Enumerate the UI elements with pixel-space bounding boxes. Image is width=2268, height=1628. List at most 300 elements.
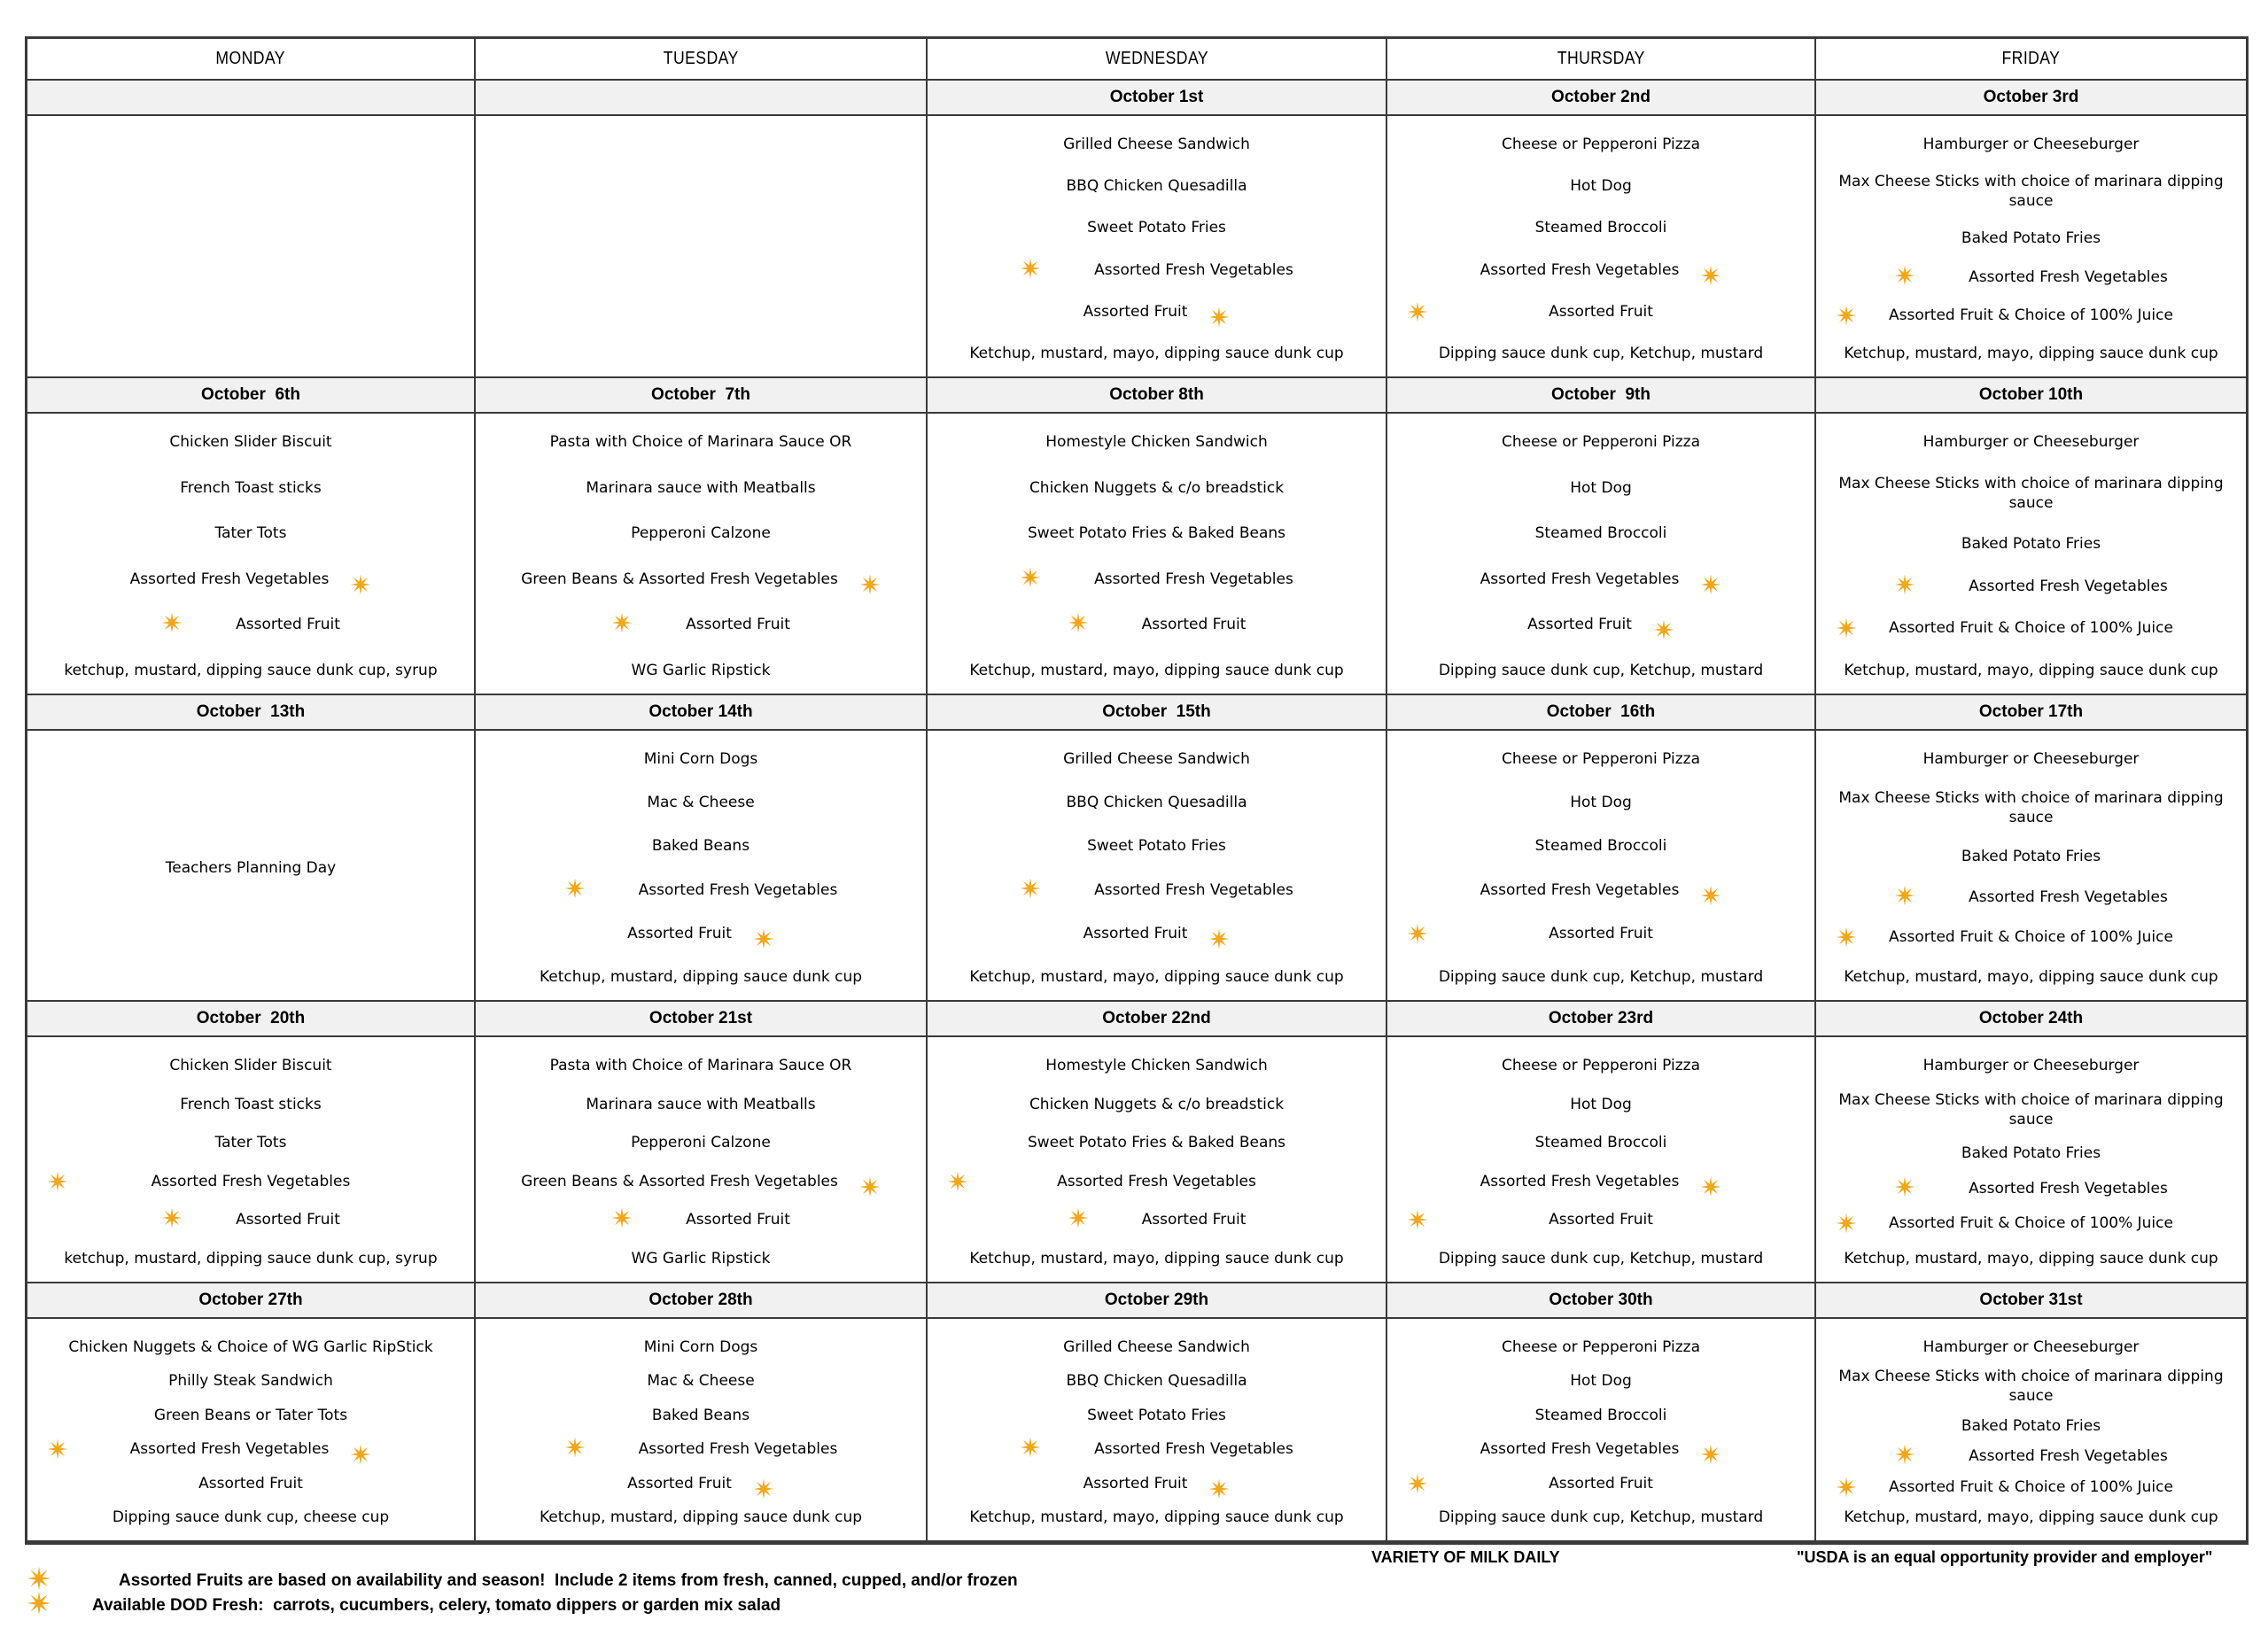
menu-item-text: Hamburger or Cheeseburger bbox=[1922, 1056, 2140, 1074]
day-header-label: MONDAY bbox=[215, 49, 286, 68]
menu-item-text: Sweet Potato Fries bbox=[1087, 1406, 1226, 1424]
menu-item-text: Homestyle Chicken Sandwich bbox=[1045, 432, 1268, 451]
menu-cell bbox=[1816, 731, 2246, 1002]
menu-item-text: Ketchup, mustard, mayo, dipping sauce dunk cup bbox=[1844, 344, 2218, 362]
menu-item bbox=[1394, 1132, 1807, 1153]
sunburst-icon bbox=[1836, 305, 1857, 326]
menu-item bbox=[1823, 576, 2239, 597]
sunburst-icon bbox=[1208, 306, 1230, 328]
menu-item-text: Baked Beans bbox=[651, 837, 750, 856]
menu-item bbox=[1394, 343, 1807, 364]
menu-cell bbox=[27, 731, 476, 1002]
menu-item-text: Grilled Cheese Sandwich bbox=[1063, 1337, 1250, 1356]
menu-item-text: Dipping sauce dunk cup, Ketchup, mustard bbox=[1438, 1249, 1764, 1268]
menu-item-text: Chicken Slider Biscuit bbox=[169, 432, 332, 451]
menu-item-text: Baked Potato Fries bbox=[1961, 1144, 2101, 1163]
menu-item-text: ketchup, mustard, dipping sauce dunk cup, syrup bbox=[64, 661, 438, 679]
menu-item bbox=[35, 1337, 467, 1358]
menu-item bbox=[1823, 1178, 2239, 1199]
menu-item-text: Assorted Fresh Vegetables bbox=[1480, 1172, 1680, 1190]
menu-item bbox=[483, 1473, 919, 1494]
menu-item bbox=[1823, 172, 2239, 211]
date-label: October 7th bbox=[651, 385, 750, 404]
menu-item bbox=[1394, 660, 1807, 681]
menu-item-text: Steamed Broccoli bbox=[1534, 524, 1667, 543]
menu-cell bbox=[928, 731, 1387, 1002]
menu-item bbox=[935, 1094, 1379, 1115]
menu-item-text: Chicken Slider Biscuit bbox=[169, 1056, 332, 1074]
menu-item-text: Assorted Fresh Vegetables bbox=[1480, 260, 1680, 279]
sunburst-icon bbox=[1020, 567, 1041, 588]
menu-item-text: Philly Steak Sandwich bbox=[168, 1372, 333, 1391]
date-cell bbox=[928, 1283, 1387, 1319]
menu-item bbox=[935, 1055, 1379, 1076]
menu-item-text: WG Garlic Ripstick bbox=[631, 661, 771, 679]
menu-item-text: Baked Potato Fries bbox=[1961, 1416, 2101, 1435]
menu-item-text: Hamburger or Cheeseburger bbox=[1922, 749, 2140, 768]
menu-item bbox=[935, 1370, 1379, 1392]
menu-item-text: Dipping sauce dunk cup, Ketchup, mustard bbox=[1438, 967, 1764, 986]
menu-item bbox=[483, 748, 919, 770]
menu-item-text: Ketchup, mustard, mayo, dipping sauce dunk cup bbox=[969, 661, 1344, 679]
menu-item bbox=[1823, 431, 2239, 453]
menu-item bbox=[935, 660, 1379, 681]
menu-item-text: Max Cheese Sticks with choice of marinara dipping sauce bbox=[1838, 1368, 2224, 1406]
menu-cell bbox=[1387, 1319, 1816, 1542]
sunburst-icon bbox=[1208, 928, 1230, 950]
menu-item bbox=[1394, 569, 1807, 590]
menu-item bbox=[1394, 748, 1807, 770]
menu-item bbox=[1823, 305, 2239, 326]
date-cell bbox=[928, 695, 1387, 731]
menu-item bbox=[1823, 1415, 2239, 1437]
menu-item bbox=[483, 835, 919, 857]
menu-item bbox=[1394, 1507, 1807, 1528]
menu-item bbox=[1823, 847, 2239, 868]
menu-item-text: Assorted Fresh Vegetables bbox=[1969, 1447, 2168, 1466]
menu-item bbox=[1394, 614, 1807, 635]
menu-item bbox=[35, 1473, 467, 1494]
menu-cell bbox=[27, 1319, 476, 1542]
menu-item bbox=[483, 431, 919, 453]
sunburst-icon bbox=[27, 1566, 51, 1591]
day-header-tuesday bbox=[476, 39, 928, 81]
menu-item bbox=[35, 1171, 467, 1192]
menu-item bbox=[935, 477, 1379, 499]
sunburst-icon bbox=[1020, 1437, 1041, 1458]
menu-cell bbox=[476, 116, 928, 378]
sunburst-icon bbox=[350, 574, 371, 595]
menu-item bbox=[483, 880, 919, 901]
menu-item-text: Dipping sauce dunk cup, cheese cup bbox=[112, 1508, 390, 1526]
menu-item bbox=[1823, 134, 2239, 155]
menu-item bbox=[483, 1370, 919, 1392]
menu-item bbox=[1394, 1370, 1807, 1392]
menu-item bbox=[1394, 1171, 1807, 1192]
menu-item-text: Mac & Cheese bbox=[647, 794, 755, 812]
sunburst-icon bbox=[1068, 1207, 1089, 1229]
menu-item-text: Assorted Fresh Vegetables bbox=[129, 570, 330, 588]
menu-item bbox=[1394, 880, 1807, 901]
menu-item-text: Assorted Fresh Vegetables bbox=[638, 1440, 838, 1459]
date-cell bbox=[27, 1283, 476, 1319]
usda-note: "USDA is an equal opportunity provider and employer" bbox=[1797, 1548, 2213, 1566]
menu-item-text: Tater Tots bbox=[214, 1134, 287, 1152]
menu-item-text: Dipping sauce dunk cup, Ketchup, mustard bbox=[1438, 1508, 1764, 1526]
menu-item bbox=[483, 1337, 919, 1358]
menu-item bbox=[483, 1209, 919, 1230]
menu-item-text: Assorted Fresh Vegetables bbox=[1969, 267, 2168, 286]
menu-item bbox=[1394, 1248, 1807, 1269]
sunburst-icon bbox=[1068, 612, 1089, 633]
sunburst-icon bbox=[47, 1438, 68, 1460]
menu-item bbox=[1823, 1477, 2239, 1498]
sunburst-icon bbox=[161, 612, 183, 633]
menu-item-text: Chicken Nuggets & Choice of WG Garlic RipStick bbox=[68, 1337, 433, 1356]
menu-item bbox=[35, 1132, 467, 1153]
menu-item-text: Hamburger or Cheeseburger bbox=[1922, 135, 2140, 153]
menu-item bbox=[1394, 1438, 1807, 1460]
menu-cell bbox=[928, 1319, 1387, 1542]
sunburst-icon bbox=[1407, 923, 1428, 944]
menu-item bbox=[483, 1248, 919, 1269]
menu-cell bbox=[27, 116, 476, 378]
milk-note: VARIETY OF MILK DAILY bbox=[1371, 1548, 1560, 1566]
menu-item bbox=[935, 260, 1379, 281]
menu-item bbox=[1823, 1507, 2239, 1528]
menu-item bbox=[935, 1405, 1379, 1426]
date-cell bbox=[476, 81, 928, 116]
menu-item-text: French Toast sticks bbox=[180, 1095, 322, 1113]
menu-item bbox=[1394, 1337, 1807, 1358]
menu-item-text: Hamburger or Cheeseburger bbox=[1922, 1337, 2140, 1356]
sunburst-icon bbox=[27, 1591, 51, 1616]
menu-item-text: Tater Tots bbox=[214, 524, 287, 543]
sunburst-icon bbox=[1894, 885, 1915, 906]
date-cell bbox=[1387, 81, 1816, 116]
menu-item-text: Hot Dog bbox=[1570, 177, 1632, 196]
menu-item-text: Assorted Fruit bbox=[1083, 1474, 1188, 1492]
menu-item bbox=[1823, 1055, 2239, 1076]
menu-item-text: Max Cheese Sticks with choice of marinara dipping sauce bbox=[1838, 173, 2224, 211]
date-label: October 20th bbox=[196, 1009, 306, 1027]
date-label: October 6th bbox=[201, 385, 300, 404]
menu-item bbox=[1823, 267, 2239, 288]
menu-item bbox=[483, 1507, 919, 1528]
menu-item-text: Steamed Broccoli bbox=[1534, 1406, 1667, 1424]
menu-cell bbox=[476, 731, 928, 1002]
menu-item bbox=[35, 523, 467, 544]
menu-item bbox=[935, 1438, 1379, 1460]
menu-item-text: Assorted Fruit & Choice of 100% Juice bbox=[1889, 1214, 2173, 1233]
legend-line-dod-fresh bbox=[27, 1591, 781, 1621]
menu-cell bbox=[1387, 731, 1816, 1002]
menu-item bbox=[1823, 533, 2239, 554]
menu-item bbox=[1394, 1055, 1807, 1076]
menu-item-text: Marinara sauce with Meatballs bbox=[586, 1095, 816, 1113]
menu-item-text: Ketchup, mustard, mayo, dipping sauce dunk cup bbox=[1844, 1249, 2218, 1268]
menu-item bbox=[1823, 1143, 2239, 1164]
sunburst-icon bbox=[859, 1176, 881, 1198]
menu-item bbox=[483, 792, 919, 813]
menu-item-text: Ketchup, mustard, mayo, dipping sauce dunk cup bbox=[969, 1249, 1344, 1268]
sunburst-icon bbox=[611, 612, 633, 633]
menu-item-text: Baked Potato Fries bbox=[1961, 229, 2101, 248]
menu-item-text: Baked Beans bbox=[651, 1406, 750, 1424]
menu-item bbox=[35, 1055, 467, 1076]
menu-item bbox=[1823, 788, 2239, 827]
menu-item-text: Assorted Fresh Vegetables bbox=[151, 1172, 351, 1190]
menu-item-text: Assorted Fresh Vegetables bbox=[1969, 1179, 2168, 1198]
menu-item-text: Sweet Potato Fries bbox=[1087, 219, 1226, 237]
menu-item bbox=[935, 1473, 1379, 1494]
date-label: October 8th bbox=[1109, 385, 1204, 404]
date-label: October 21st bbox=[649, 1009, 753, 1027]
menu-cell bbox=[928, 1037, 1387, 1283]
menu-item-text: Green Beans & Assorted Fresh Vegetables bbox=[521, 570, 838, 588]
sunburst-icon bbox=[753, 928, 774, 950]
menu-item bbox=[1823, 617, 2239, 639]
menu-item-text: Hot Dog bbox=[1570, 794, 1632, 812]
menu-item-text: BBQ Chicken Quesadilla bbox=[1066, 177, 1247, 196]
menu-item bbox=[483, 614, 919, 635]
menu-cell bbox=[1387, 116, 1816, 378]
menu-cell bbox=[476, 1319, 928, 1542]
menu-item-text: Max Cheese Sticks with choice of marinara dipping sauce bbox=[1838, 789, 2224, 827]
date-label: October 3rd bbox=[1983, 88, 2079, 106]
menu-item-text: Assorted Fruit bbox=[236, 1211, 340, 1229]
sunburst-icon bbox=[564, 878, 586, 899]
sunburst-icon bbox=[1700, 1444, 1721, 1465]
menu-cell bbox=[1816, 414, 2246, 695]
menu-item-text: WG Garlic Ripstick bbox=[631, 1249, 771, 1268]
menu-item bbox=[935, 1209, 1379, 1230]
menu-item-text: Cheese or Pepperoni Pizza bbox=[1501, 135, 1700, 153]
menu-cell bbox=[1816, 1037, 2246, 1283]
sunburst-icon bbox=[1020, 878, 1041, 899]
menu-item-text: Baked Potato Fries bbox=[1961, 848, 2101, 866]
date-label: October 28th bbox=[649, 1291, 753, 1309]
menu-item-text: BBQ Chicken Quesadilla bbox=[1066, 794, 1247, 812]
menu-item bbox=[35, 857, 467, 879]
menu-item bbox=[1394, 431, 1807, 453]
menu-item-text: Grilled Cheese Sandwich bbox=[1063, 135, 1250, 153]
menu-item-text: Assorted Fruit bbox=[198, 1474, 303, 1492]
menu-item-text: Grilled Cheese Sandwich bbox=[1063, 749, 1250, 768]
menu-item-text: Baked Potato Fries bbox=[1961, 535, 2101, 554]
menu-item bbox=[1823, 1446, 2239, 1467]
menu-item bbox=[483, 569, 919, 590]
menu-item-text: Assorted Fresh Vegetables bbox=[1969, 577, 2168, 595]
menu-cell bbox=[476, 1037, 928, 1283]
menu-item-text: Steamed Broccoli bbox=[1534, 1134, 1667, 1152]
menu-item bbox=[35, 1370, 467, 1392]
menu-item bbox=[935, 792, 1379, 813]
sunburst-icon bbox=[1700, 1176, 1721, 1198]
menu-item-text: Mini Corn Dogs bbox=[643, 749, 758, 768]
menu-item bbox=[935, 1337, 1379, 1358]
menu-item bbox=[1823, 926, 2239, 948]
date-label: October 24th bbox=[1978, 1009, 2084, 1027]
menu-item-text: Teachers Planning Day bbox=[165, 858, 337, 877]
menu-item bbox=[35, 660, 467, 681]
menu-item bbox=[935, 301, 1379, 322]
sunburst-icon bbox=[1700, 265, 1721, 286]
menu-item bbox=[483, 477, 919, 499]
menu-item-text: Assorted Fruit bbox=[1549, 1474, 1653, 1492]
sunburst-icon bbox=[1700, 574, 1721, 595]
day-header-label: FRIDAY bbox=[2001, 49, 2061, 68]
menu-item-text: Assorted Fruit & Choice of 100% Juice bbox=[1889, 619, 2173, 638]
sunburst-icon bbox=[1836, 1477, 1857, 1498]
menu-item bbox=[935, 569, 1379, 590]
day-header-label: WEDNESDAY bbox=[1105, 49, 1208, 68]
menu-item-text: Assorted Fresh Vegetables bbox=[129, 1440, 330, 1459]
legend-star-slot bbox=[27, 1591, 51, 1621]
menu-item bbox=[935, 614, 1379, 635]
menu-item-text: Cheese or Pepperoni Pizza bbox=[1501, 1056, 1700, 1074]
date-cell bbox=[1816, 81, 2246, 116]
date-cell bbox=[1816, 378, 2246, 414]
menu-item-text: French Toast sticks bbox=[180, 478, 322, 497]
menu-item bbox=[1823, 1367, 2239, 1406]
date-label: October 30th bbox=[1549, 1291, 1653, 1309]
date-label: October 31st bbox=[1979, 1291, 2083, 1309]
menu-item bbox=[935, 523, 1379, 544]
menu-item-text: Mac & Cheese bbox=[647, 1372, 755, 1391]
menu-item bbox=[935, 966, 1379, 988]
menu-item bbox=[1823, 966, 2239, 988]
menu-item bbox=[483, 660, 919, 681]
menu-item-text: Dipping sauce dunk cup, Ketchup, mustard bbox=[1438, 661, 1764, 679]
menu-item bbox=[1823, 474, 2239, 513]
menu-item bbox=[35, 1094, 467, 1115]
day-header-wednesday bbox=[928, 39, 1387, 81]
menu-item-text: Sweet Potato Fries & Baked Beans bbox=[1027, 1134, 1286, 1152]
date-cell bbox=[1387, 1002, 1816, 1037]
date-label: October 27th bbox=[198, 1291, 303, 1309]
sunburst-icon bbox=[161, 1207, 183, 1229]
menu-item-text: Assorted Fresh Vegetables bbox=[1969, 888, 2168, 906]
date-cell bbox=[476, 1283, 928, 1319]
menu-item-text: Assorted Fruit & Choice of 100% Juice bbox=[1889, 306, 2173, 324]
date-cell bbox=[476, 378, 928, 414]
sunburst-icon bbox=[1836, 926, 1857, 948]
menu-item-text: Ketchup, mustard, mayo, dipping sauce dunk cup bbox=[969, 344, 1344, 362]
date-cell bbox=[1387, 695, 1816, 731]
day-header-monday bbox=[27, 39, 476, 81]
menu-cell bbox=[928, 116, 1387, 378]
date-label: October 29th bbox=[1104, 1291, 1209, 1309]
date-cell bbox=[27, 695, 476, 731]
date-cell bbox=[1816, 1002, 2246, 1037]
menu-item-text: Green Beans or Tater Tots bbox=[153, 1406, 348, 1424]
day-header-friday bbox=[1816, 39, 2246, 81]
menu-item-text: Assorted Fruit bbox=[686, 1211, 790, 1229]
date-cell bbox=[27, 81, 476, 116]
menu-item bbox=[483, 1132, 919, 1153]
menu-item bbox=[1394, 134, 1807, 155]
menu-item-text: Assorted Fresh Vegetables bbox=[1094, 880, 1293, 899]
menu-item-text: Assorted Fruit bbox=[1549, 1211, 1653, 1229]
menu-item-text: Assorted Fruit bbox=[1083, 924, 1188, 942]
menu-item-text: Assorted Fresh Vegetables bbox=[1094, 260, 1293, 279]
date-cell bbox=[1816, 695, 2246, 731]
menu-item bbox=[935, 748, 1379, 770]
menu-item bbox=[1823, 887, 2239, 908]
menu-item bbox=[35, 1248, 467, 1269]
menu-item bbox=[35, 1438, 467, 1460]
menu-item-text: Ketchup, mustard, dipping sauce dunk cup bbox=[539, 967, 863, 986]
menu-item bbox=[935, 1248, 1379, 1269]
menu-item bbox=[1823, 748, 2239, 770]
menu-item-text: Dipping sauce dunk cup, Ketchup, mustard bbox=[1438, 344, 1764, 362]
menu-item-text: Pepperoni Calzone bbox=[631, 524, 771, 543]
menu-item bbox=[483, 1171, 919, 1192]
sunburst-icon bbox=[611, 1207, 633, 1229]
menu-item-text: Ketchup, mustard, mayo, dipping sauce dunk cup bbox=[1844, 967, 2218, 986]
menu-item bbox=[483, 523, 919, 544]
menu-item-text: Steamed Broccoli bbox=[1534, 219, 1667, 237]
date-label: October 13th bbox=[196, 702, 306, 721]
day-header-label: THURSDAY bbox=[1557, 49, 1645, 68]
menu-item bbox=[483, 1438, 919, 1460]
date-label: October 16th bbox=[1546, 702, 1656, 721]
menu-item-text: Assorted Fresh Vegetables bbox=[638, 880, 838, 899]
sunburst-icon bbox=[1700, 885, 1721, 906]
menu-item-text: Max Cheese Sticks with choice of marinara dipping sauce bbox=[1838, 1090, 2224, 1128]
menu-item-text: Ketchup, mustard, dipping sauce dunk cup bbox=[539, 1508, 863, 1526]
menu-item-text: Assorted Fresh Vegetables bbox=[1057, 1172, 1256, 1190]
sunburst-icon bbox=[1894, 265, 1915, 286]
sunburst-icon bbox=[350, 1444, 371, 1465]
sunburst-icon bbox=[1894, 1444, 1915, 1465]
menu-item bbox=[935, 1171, 1379, 1192]
menu-item bbox=[1394, 260, 1807, 281]
menu-item-text: Assorted Fruit bbox=[1549, 924, 1653, 942]
menu-item bbox=[483, 1094, 919, 1115]
sunburst-icon bbox=[947, 1171, 968, 1192]
menu-item-text: Hot Dog bbox=[1570, 1372, 1632, 1391]
menu-item bbox=[1823, 1337, 2239, 1358]
menu-item bbox=[1823, 1213, 2239, 1234]
menu-cell bbox=[1816, 116, 2246, 378]
date-label: October 23rd bbox=[1548, 1009, 1654, 1027]
menu-item-text: Pasta with Choice of Marinara Sauce OR bbox=[549, 432, 852, 451]
date-label: October 15th bbox=[1102, 702, 1211, 721]
menu-cell bbox=[1816, 1319, 2246, 1542]
menu-item bbox=[935, 134, 1379, 155]
sunburst-icon bbox=[1894, 574, 1915, 595]
menu-item-text: Assorted Fruit bbox=[1527, 616, 1632, 634]
menu-item bbox=[935, 923, 1379, 944]
sunburst-icon bbox=[859, 574, 881, 595]
legend-text: Assorted Fruits are based on availability and season! Include 2 items from fresh, canned, cupped, and/or frozen bbox=[119, 1571, 1018, 1590]
menu-item-text: Green Beans & Assorted Fresh Vegetables bbox=[521, 1172, 838, 1190]
menu-item-text: Chicken Nuggets & c/o breadstick bbox=[1029, 1095, 1285, 1113]
menu-item-text: Pasta with Choice of Marinara Sauce OR bbox=[549, 1056, 852, 1074]
menu-item-text: BBQ Chicken Quesadilla bbox=[1066, 1372, 1247, 1391]
menu-item bbox=[1823, 343, 2239, 364]
date-label: October 2nd bbox=[1551, 88, 1651, 106]
sunburst-icon bbox=[1407, 1209, 1428, 1230]
menu-cell bbox=[1387, 414, 1816, 695]
menu-cell bbox=[1387, 1037, 1816, 1283]
menu-item-text: Homestyle Chicken Sandwich bbox=[1045, 1056, 1268, 1074]
menu-item bbox=[35, 1209, 467, 1230]
menu-item-text: Assorted Fruit bbox=[1141, 616, 1247, 634]
sunburst-icon bbox=[1407, 301, 1428, 322]
